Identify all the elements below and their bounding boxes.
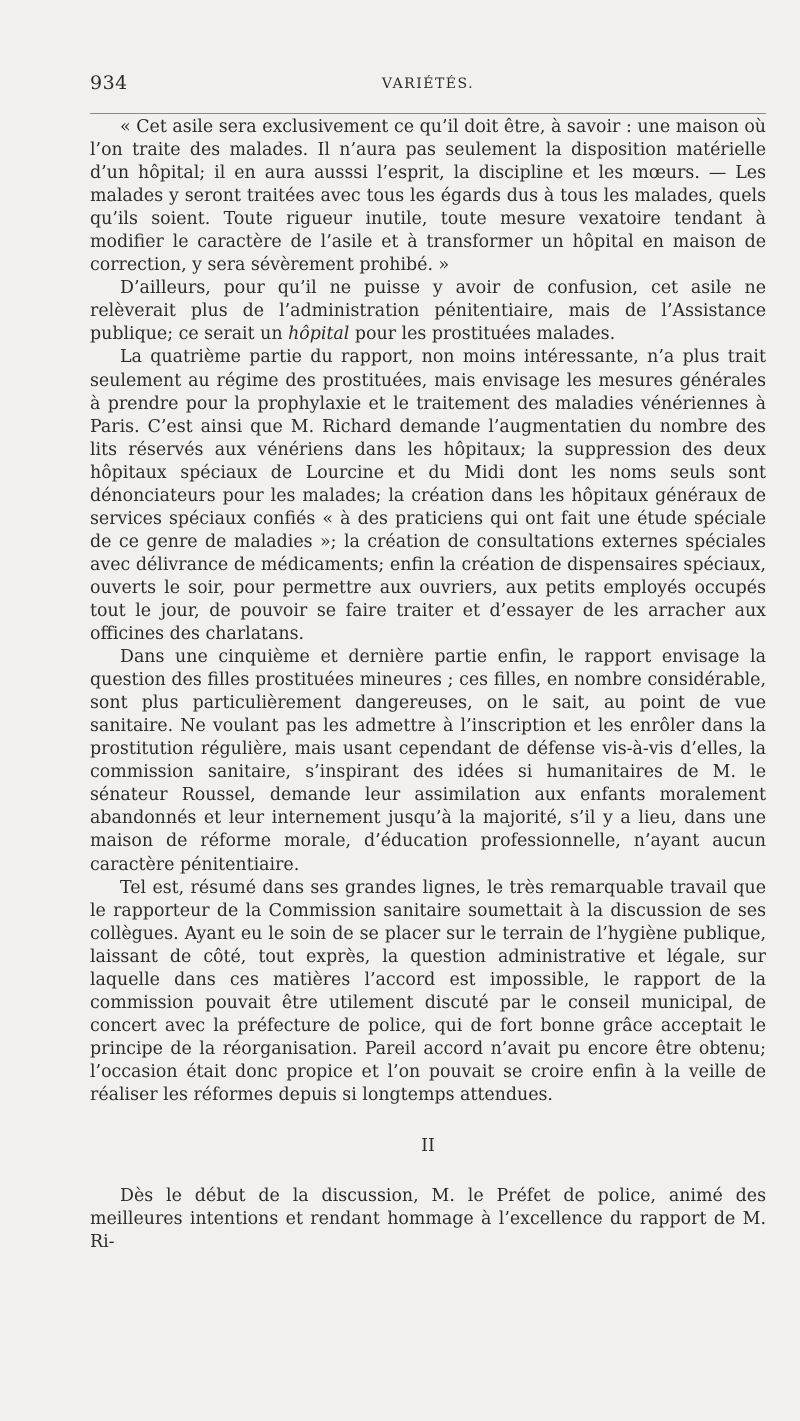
header-rule — [90, 113, 766, 114]
running-title: VARIÉTÉS. — [381, 76, 475, 92]
body-text — [90, 116, 766, 1254]
paragraph-discussion: Dès le début de la discussion, M. le Préfet de police, animé des meilleures intentions et rendant hommage à l’excellence du rapport de M. Ri- — [90, 1186, 766, 1253]
paragraph-assistance-publique — [90, 277, 766, 346]
paragraph-quotation: « Cet asile sera exclusivement ce qu’il doit être, à savoir : une maison où l’on traite des malades. Il n’aura pas seulement la disposition matérielle d’un hôpital; il en aura ausssi l’esprit, la discipline et les mœurs. — Les malades y seront traitées avec tous les égards dus à tous les malades, quels qu’ils soient. Toute rigueur inutile, toute mesure vexatoire tendant à modifier le caractère de l’asile et à transformer un hôpital en maison de correction, y sera sévèrement prohibé. » — [90, 117, 766, 276]
page-number: 934 — [90, 72, 128, 94]
paragraph-fourth-part: La quatrième partie du rapport, non moins intéressante, n’a plus trait seulement au régime des prostituées, mais envisage les mesures générales à prendre pour la prophylaxie et le traitement des maladies vénériennes à Paris. C’est ainsi que M. Richard demande l’augmentatien du nombre des lits réservés aux vénériens dans les hôpitaux; la suppression des deux hôpitaux spéciaux de Lourcine et du Midi dont les noms seuls sont dénonciateurs pour les malades; la création dans les hôpitaux généraux de services spéciaux confiés « à des praticiens qui ont fait une étude spéciale de ce genre de maladies »; la création de consultations externes spéciales avec délivrance de médicaments; enfin la création de dispensaires spéciaux, ouverts le soir, pour permettre aux ouvriers, aux petits employés occupés tout le jour, de pouvoir se faire traiter et d’essayer de les arracher aux officines des charlatans. — [90, 347, 766, 645]
paragraph-text: D’ailleurs, pour qu’il ne puisse y avoir de confusion, cet asile ne relèverait plus de l’administration pénitentiaire, mais de l’Assistance publique; ce serait un — [90, 278, 766, 345]
paragraph-summary: Tel est, résumé dans ses grandes lignes, le très remarquable travail que le rapporteur de la Commission sanitaire soumettait à la discussion de ses collègues. Ayant eu le soin de se placer sur le terrain de l’hygiène publique, laissant de côté, tout exprès, la question administrative et légale, sur laquelle dans ces matières l’accord est impossible, le rapport de la commission pouvait être utilement discuté par le conseil municipal, de concert avec la préfecture de police, qui de fort bonne grâce acceptait le principe de la réorganisation. Pareil accord n’avait pu encore être obtenu; l’occasion était donc propice et l’on pouvait se croire enfin à la veille de réaliser les réformes depuis si longtemps attendues. — [90, 877, 766, 1105]
page-header — [90, 72, 766, 102]
section-number: II — [421, 1136, 435, 1157]
paragraph-text: pour les prostituées malades. — [349, 324, 616, 345]
emphasized-word: hôpital — [288, 324, 350, 345]
paragraph-fifth-part: Dans une cinquième et dernière partie enfin, le rapport envisage la question des filles prostituées mineures ; ces filles, en nombre considérable, sont plus particulièrement dangereuses, on le sait, au point de vue sanitaire. Ne voulant pas les admettre à l’inscription et les enrôler dans la prostitution régulière, mais usant cependant de défense vis-à-vis d’elles, la commission sanitaire, s’inspirant des idées si humanitaires de M. le sénateur Roussel, demande leur assimilation aux enfants moralement abandonnés et leur internement jusqu’à la majorité, s’il y a lieu, dans une maison de réforme morale, d’éducation professionnelle, n’ayant aucun caractère pénitentiaire. — [90, 647, 766, 875]
